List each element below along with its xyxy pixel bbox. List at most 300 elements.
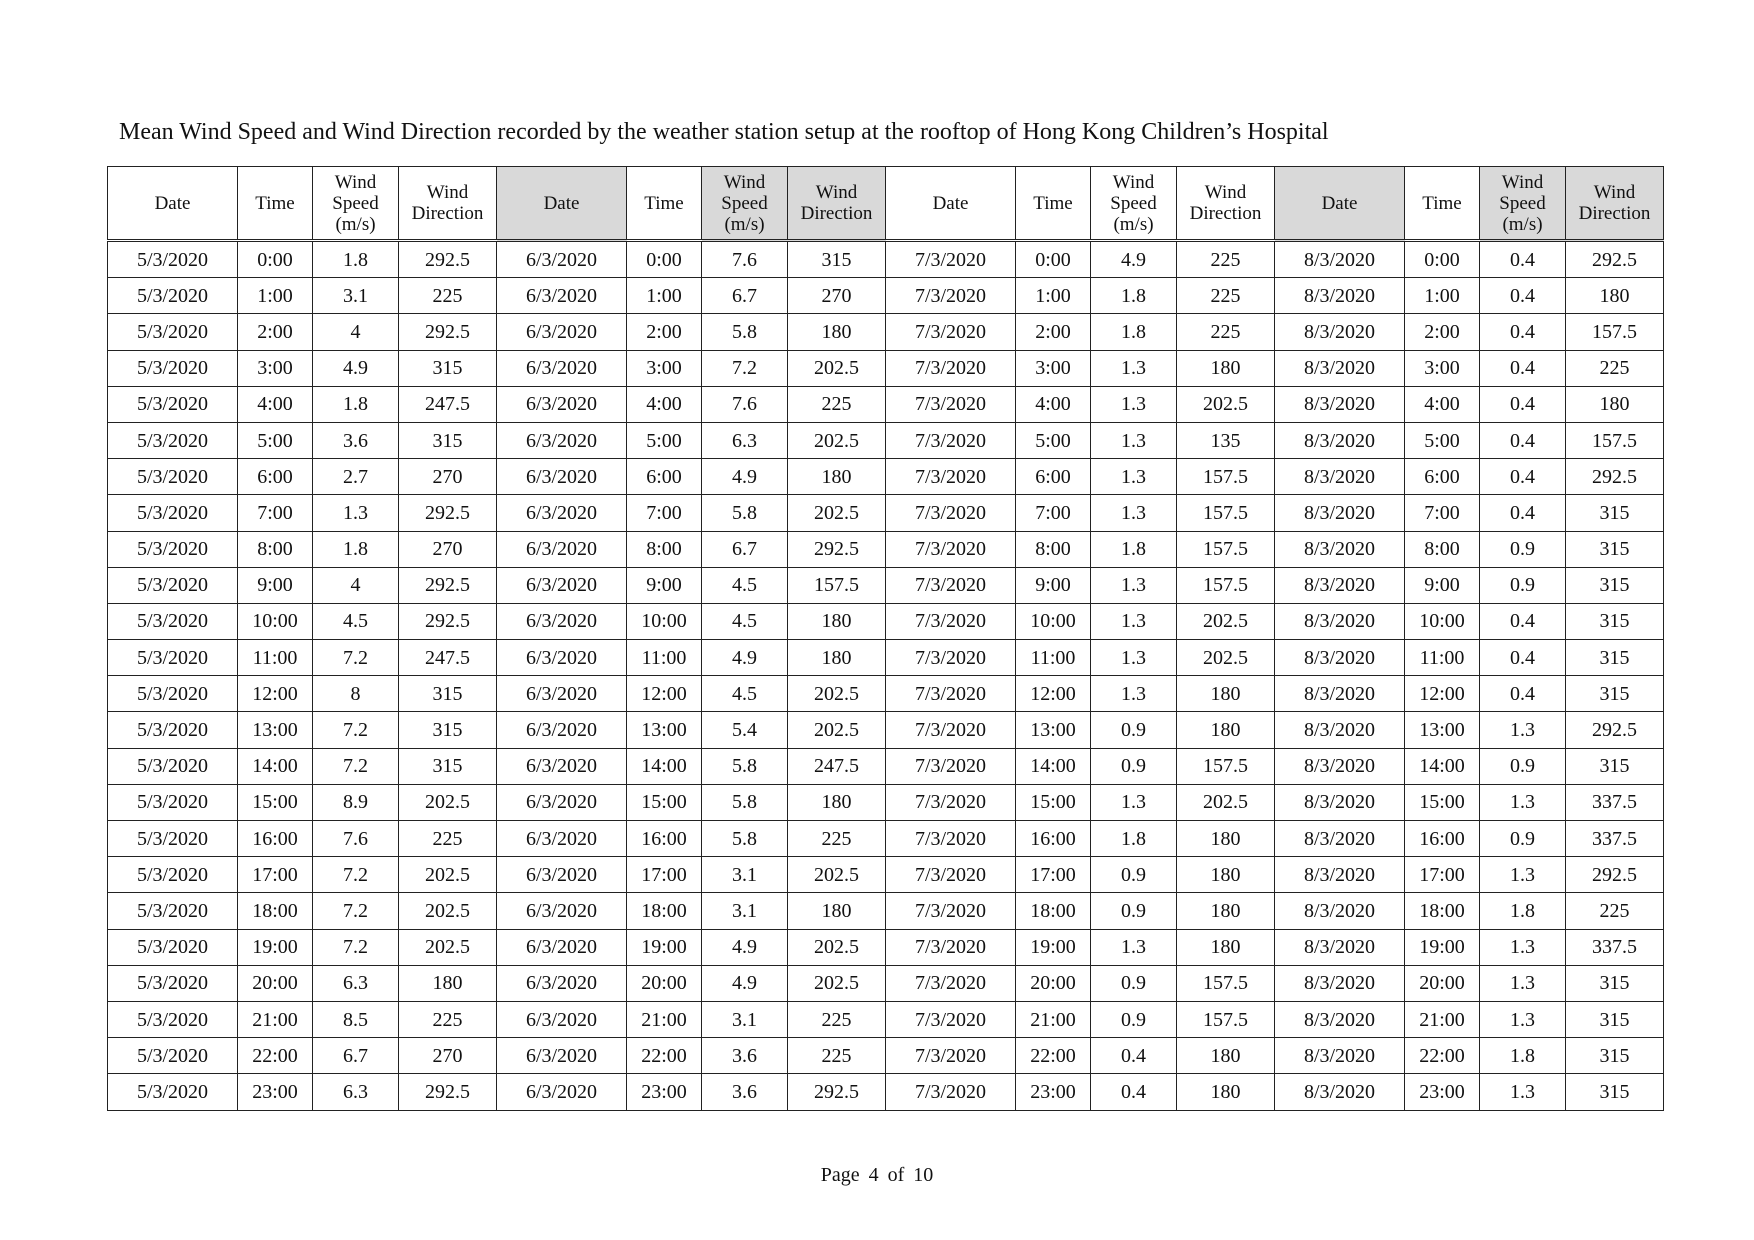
wind-speed-cell: 0.9 [1091,893,1177,929]
table-row [108,640,1664,676]
wind-speed-header-line: Speed [721,192,768,214]
wind-speed-cell: 1.8 [313,386,399,422]
time-cell: 19:00 [1016,929,1091,965]
date-cell: 7/3/2020 [886,350,1016,386]
table-body [108,241,1664,1111]
date-cell: 5/3/2020 [108,241,238,278]
time-cell: 17:00 [238,857,313,893]
table-row [108,893,1664,929]
wind-direction-cell: 180 [399,965,497,1001]
wind-speed-cell: 3.6 [313,422,399,458]
time-cell: 18:00 [1405,893,1480,929]
wind-speed-cell: 0.4 [1480,350,1566,386]
wind-direction-cell: 157.5 [1177,459,1275,495]
wind-speed-unit: (m/s) [724,213,765,235]
date-cell: 7/3/2020 [886,821,1016,857]
wind-speed-cell: 4.5 [702,676,788,712]
wind-speed-cell: 7.6 [702,241,788,278]
wind-speed-cell: 1.3 [1480,857,1566,893]
time-cell: 14:00 [1405,748,1480,784]
wind-direction-header-line: Wind [1204,182,1247,203]
time-cell: 10:00 [1016,603,1091,639]
date-cell: 5/3/2020 [108,386,238,422]
wind-direction-cell: 202.5 [788,350,886,386]
wind-speed-cell: 7.6 [702,386,788,422]
date-cell: 7/3/2020 [886,422,1016,458]
wind-speed-cell: 6.3 [313,1074,399,1110]
time-cell: 10:00 [238,603,313,639]
time-cell: 3:00 [627,350,702,386]
time-cell: 6:00 [238,459,313,495]
time-cell: 8:00 [1016,531,1091,567]
date-cell: 5/3/2020 [108,857,238,893]
wind-direction-cell: 157.5 [1177,1001,1275,1037]
table-row [108,857,1664,893]
date-cell: 6/3/2020 [497,241,627,278]
wind-direction-cell: 315 [399,712,497,748]
date-header: Date [1275,167,1405,241]
wind-speed-cell: 7.2 [313,857,399,893]
table-row [108,676,1664,712]
time-cell: 6:00 [627,459,702,495]
wind-speed-cell: 0.4 [1091,1038,1177,1074]
wind-speed-cell: 7.2 [313,712,399,748]
wind-direction-cell: 157.5 [1177,531,1275,567]
time-cell: 17:00 [1016,857,1091,893]
date-cell: 5/3/2020 [108,1038,238,1074]
wind-direction-cell: 315 [1566,676,1664,712]
date-cell: 7/3/2020 [886,495,1016,531]
wind-speed-unit: (m/s) [335,213,376,235]
time-cell: 13:00 [238,712,313,748]
wind-direction-header [1177,167,1275,241]
wind-speed-cell: 7.2 [313,640,399,676]
wind-speed-cell: 1.8 [1480,1038,1566,1074]
table-row [108,531,1664,567]
wind-speed-cell: 3.6 [702,1038,788,1074]
wind-direction-cell: 202.5 [788,857,886,893]
wind-direction-cell: 225 [788,821,886,857]
wind-direction-cell: 202.5 [788,929,886,965]
time-cell: 16:00 [238,821,313,857]
wind-direction-cell: 202.5 [399,929,497,965]
date-cell: 5/3/2020 [108,965,238,1001]
wind-speed-cell: 1.3 [1091,422,1177,458]
wind-speed-cell: 1.3 [1091,603,1177,639]
wind-speed-cell: 4.9 [702,929,788,965]
time-cell: 3:00 [1016,350,1091,386]
time-cell: 19:00 [1405,929,1480,965]
date-cell: 7/3/2020 [886,712,1016,748]
wind-direction-cell: 180 [788,784,886,820]
wind-speed-cell: 1.3 [1480,784,1566,820]
time-cell: 20:00 [238,965,313,1001]
wind-direction-cell: 135 [1177,422,1275,458]
date-cell: 5/3/2020 [108,1074,238,1110]
wind-direction-cell: 225 [399,278,497,314]
wind-speed-cell: 6.3 [313,965,399,1001]
wind-speed-unit: (m/s) [1113,213,1154,235]
time-cell: 15:00 [238,784,313,820]
date-cell: 7/3/2020 [886,1038,1016,1074]
wind-direction-cell: 315 [399,422,497,458]
table-row [108,278,1664,314]
date-cell: 8/3/2020 [1275,567,1405,603]
wind-speed-cell: 5.8 [702,314,788,350]
page-of-label: of [887,1164,905,1186]
wind-direction-cell: 247.5 [788,748,886,784]
time-cell: 1:00 [1405,278,1480,314]
time-cell: 5:00 [627,422,702,458]
date-cell: 7/3/2020 [886,386,1016,422]
wind-speed-cell: 6.3 [702,422,788,458]
wind-speed-cell: 0.9 [1091,965,1177,1001]
wind-direction-cell: 315 [399,350,497,386]
date-cell: 6/3/2020 [497,278,627,314]
date-cell: 6/3/2020 [497,1074,627,1110]
table-row [108,784,1664,820]
time-cell: 2:00 [1405,314,1480,350]
wind-direction-cell: 202.5 [399,784,497,820]
wind-speed-cell: 0.4 [1480,278,1566,314]
page-current: 4 [868,1164,879,1186]
table-row [108,1038,1664,1074]
table-row [108,459,1664,495]
wind-direction-header [399,167,497,241]
wind-direction-header [788,167,886,241]
date-cell: 8/3/2020 [1275,314,1405,350]
wind-speed-cell: 3.1 [702,893,788,929]
time-cell: 5:00 [1016,422,1091,458]
date-cell: 6/3/2020 [497,386,627,422]
wind-direction-cell: 292.5 [1566,857,1664,893]
wind-direction-cell: 315 [1566,495,1664,531]
date-cell: 8/3/2020 [1275,1038,1405,1074]
wind-direction-cell: 225 [1177,278,1275,314]
wind-direction-header [1566,167,1664,241]
wind-direction-cell: 180 [1177,821,1275,857]
table-row [108,712,1664,748]
wind-direction-header-line: Direction [411,203,484,224]
wind-speed-cell: 1.3 [1480,1001,1566,1037]
wind-direction-cell: 315 [1566,531,1664,567]
time-cell: 2:00 [1016,314,1091,350]
wind-speed-cell: 4.9 [702,640,788,676]
date-cell: 8/3/2020 [1275,676,1405,712]
date-cell: 6/3/2020 [497,857,627,893]
wind-speed-cell: 1.8 [313,241,399,278]
time-cell: 22:00 [1405,1038,1480,1074]
time-header: Time [238,167,313,241]
wind-direction-cell: 315 [1566,567,1664,603]
wind-direction-cell: 315 [399,748,497,784]
date-cell: 8/3/2020 [1275,350,1405,386]
table-row [108,965,1664,1001]
wind-speed-cell: 1.3 [1091,386,1177,422]
time-cell: 21:00 [238,1001,313,1037]
wind-speed-header-line: Wind [334,171,377,193]
wind-speed-cell: 4.5 [702,603,788,639]
date-cell: 7/3/2020 [886,784,1016,820]
wind-direction-cell: 202.5 [788,422,886,458]
wind-direction-cell: 315 [1566,748,1664,784]
wind-speed-cell: 7.6 [313,821,399,857]
time-cell: 20:00 [627,965,702,1001]
wind-direction-cell: 292.5 [399,241,497,278]
wind-speed-cell: 1.3 [1091,350,1177,386]
wind-direction-header-line: Direction [1578,203,1651,224]
date-header: Date [497,167,627,241]
wind-speed-header [1480,167,1566,241]
date-cell: 7/3/2020 [886,603,1016,639]
time-cell: 19:00 [238,929,313,965]
date-cell: 5/3/2020 [108,676,238,712]
wind-speed-cell: 1.3 [1091,459,1177,495]
date-cell: 6/3/2020 [497,459,627,495]
wind-speed-cell: 1.8 [1091,314,1177,350]
wind-speed-cell: 0.9 [1091,1001,1177,1037]
date-cell: 6/3/2020 [497,603,627,639]
wind-speed-cell: 0.9 [1480,748,1566,784]
time-cell: 3:00 [1405,350,1480,386]
wind-speed-cell: 3.6 [702,1074,788,1110]
date-cell: 6/3/2020 [497,929,627,965]
wind-speed-cell: 1.3 [1091,929,1177,965]
wind-direction-cell: 315 [1566,603,1664,639]
time-cell: 6:00 [1016,459,1091,495]
wind-direction-cell: 337.5 [1566,784,1664,820]
date-cell: 6/3/2020 [497,350,627,386]
wind-speed-cell: 6.7 [313,1038,399,1074]
wind-direction-cell: 180 [1177,1074,1275,1110]
date-cell: 5/3/2020 [108,929,238,965]
date-cell: 8/3/2020 [1275,495,1405,531]
wind-speed-cell: 8.9 [313,784,399,820]
wind-speed-cell: 1.3 [1091,640,1177,676]
wind-speed-header [702,167,788,241]
date-cell: 8/3/2020 [1275,241,1405,278]
wind-speed-cell: 5.8 [702,821,788,857]
date-cell: 5/3/2020 [108,495,238,531]
wind-direction-cell: 157.5 [788,567,886,603]
date-cell: 7/3/2020 [886,241,1016,278]
wind-speed-cell: 2.7 [313,459,399,495]
date-cell: 5/3/2020 [108,314,238,350]
date-cell: 6/3/2020 [497,784,627,820]
wind-direction-cell: 225 [1566,893,1664,929]
date-cell: 6/3/2020 [497,531,627,567]
table-row [108,821,1664,857]
wind-direction-cell: 247.5 [399,386,497,422]
time-cell: 13:00 [1016,712,1091,748]
time-cell: 22:00 [1016,1038,1091,1074]
date-cell: 8/3/2020 [1275,640,1405,676]
time-cell: 0:00 [627,241,702,278]
wind-direction-cell: 225 [1566,350,1664,386]
time-cell: 16:00 [1016,821,1091,857]
time-cell: 11:00 [1016,640,1091,676]
time-cell: 4:00 [1016,386,1091,422]
wind-speed-cell: 0.4 [1480,603,1566,639]
wind-speed-cell: 7.2 [313,748,399,784]
time-cell: 6:00 [1405,459,1480,495]
wind-direction-cell: 202.5 [788,965,886,1001]
wind-speed-header [1091,167,1177,241]
time-cell: 18:00 [238,893,313,929]
date-cell: 7/3/2020 [886,893,1016,929]
wind-speed-cell: 1.3 [1091,676,1177,712]
wind-speed-cell: 4 [313,567,399,603]
table-row [108,1074,1664,1110]
wind-direction-cell: 180 [1177,893,1275,929]
wind-direction-cell: 202.5 [788,495,886,531]
wind-speed-cell: 1.8 [1091,821,1177,857]
time-cell: 8:00 [1405,531,1480,567]
time-header: Time [627,167,702,241]
date-cell: 6/3/2020 [497,567,627,603]
time-cell: 21:00 [627,1001,702,1037]
wind-direction-cell: 202.5 [1177,784,1275,820]
date-cell: 6/3/2020 [497,495,627,531]
date-cell: 7/3/2020 [886,459,1016,495]
date-cell: 8/3/2020 [1275,531,1405,567]
date-cell: 5/3/2020 [108,603,238,639]
wind-direction-cell: 292.5 [399,567,497,603]
wind-speed-cell: 1.3 [1480,1074,1566,1110]
time-cell: 10:00 [627,603,702,639]
time-cell: 7:00 [1405,495,1480,531]
date-cell: 8/3/2020 [1275,748,1405,784]
wind-speed-cell: 0.4 [1480,386,1566,422]
page-label: Page [820,1164,860,1186]
time-cell: 20:00 [1016,965,1091,1001]
wind-direction-cell: 157.5 [1566,314,1664,350]
time-cell: 8:00 [238,531,313,567]
time-cell: 2:00 [627,314,702,350]
wind-direction-cell: 157.5 [1177,965,1275,1001]
wind-direction-cell: 292.5 [1566,241,1664,278]
time-cell: 22:00 [627,1038,702,1074]
date-cell: 7/3/2020 [886,567,1016,603]
date-cell: 5/3/2020 [108,278,238,314]
time-cell: 12:00 [1405,676,1480,712]
wind-direction-cell: 225 [1177,314,1275,350]
wind-direction-cell: 315 [788,241,886,278]
date-cell: 6/3/2020 [497,1001,627,1037]
wind-speed-cell: 6.7 [702,531,788,567]
date-header: Date [108,167,238,241]
time-cell: 9:00 [1016,567,1091,603]
wind-direction-cell: 225 [788,1038,886,1074]
time-cell: 16:00 [1405,821,1480,857]
wind-speed-cell: 5.4 [702,712,788,748]
wind-speed-cell: 0.4 [1480,640,1566,676]
date-cell: 5/3/2020 [108,422,238,458]
date-cell: 5/3/2020 [108,1001,238,1037]
time-cell: 1:00 [1016,278,1091,314]
wind-speed-cell: 0.4 [1480,495,1566,531]
wind-speed-header [313,167,399,241]
time-cell: 23:00 [238,1074,313,1110]
time-cell: 17:00 [627,857,702,893]
page-total: 10 [913,1164,934,1186]
wind-direction-cell: 202.5 [1177,386,1275,422]
wind-direction-cell: 270 [399,531,497,567]
date-cell: 7/3/2020 [886,857,1016,893]
wind-speed-cell: 7.2 [702,350,788,386]
wind-speed-cell: 1.3 [1091,784,1177,820]
table-row [108,350,1664,386]
wind-direction-cell: 202.5 [788,712,886,748]
date-cell: 6/3/2020 [497,893,627,929]
date-cell: 7/3/2020 [886,965,1016,1001]
wind-speed-header-line: Wind [1501,171,1544,193]
wind-direction-cell: 270 [399,1038,497,1074]
wind-data-table [107,166,1664,1111]
wind-speed-cell: 4.9 [702,459,788,495]
wind-direction-cell: 315 [1566,965,1664,1001]
wind-speed-cell: 5.8 [702,748,788,784]
wind-speed-cell: 1.8 [1091,531,1177,567]
date-cell: 8/3/2020 [1275,965,1405,1001]
wind-direction-cell: 337.5 [1566,929,1664,965]
table-row [108,386,1664,422]
wind-direction-cell: 180 [1177,857,1275,893]
wind-speed-header-line: Speed [1499,192,1546,214]
date-cell: 7/3/2020 [886,531,1016,567]
wind-direction-cell: 225 [399,1001,497,1037]
time-cell: 3:00 [238,350,313,386]
wind-speed-unit: (m/s) [1502,213,1543,235]
wind-direction-cell: 270 [788,278,886,314]
wind-direction-cell: 315 [399,676,497,712]
wind-speed-cell: 1.3 [1480,965,1566,1001]
table-row [108,603,1664,639]
time-cell: 12:00 [238,676,313,712]
time-cell: 13:00 [627,712,702,748]
time-cell: 14:00 [238,748,313,784]
date-cell: 7/3/2020 [886,1074,1016,1110]
date-cell: 5/3/2020 [108,350,238,386]
wind-direction-cell: 315 [1566,1001,1664,1037]
wind-direction-cell: 180 [1177,1038,1275,1074]
date-cell: 5/3/2020 [108,893,238,929]
wind-speed-cell: 0.4 [1480,459,1566,495]
wind-direction-cell: 180 [1566,386,1664,422]
date-cell: 7/3/2020 [886,676,1016,712]
date-header: Date [886,167,1016,241]
time-cell: 7:00 [1016,495,1091,531]
wind-direction-cell: 292.5 [399,495,497,531]
date-cell: 7/3/2020 [886,748,1016,784]
date-cell: 5/3/2020 [108,784,238,820]
time-cell: 22:00 [238,1038,313,1074]
date-cell: 7/3/2020 [886,314,1016,350]
date-cell: 7/3/2020 [886,929,1016,965]
wind-direction-header-line: Wind [1593,182,1636,203]
header-row [108,167,1664,241]
time-cell: 5:00 [1405,422,1480,458]
time-cell: 20:00 [1405,965,1480,1001]
wind-direction-cell: 180 [788,459,886,495]
wind-direction-cell: 247.5 [399,640,497,676]
date-cell: 8/3/2020 [1275,821,1405,857]
wind-speed-cell: 1.3 [1091,495,1177,531]
time-cell: 5:00 [238,422,313,458]
date-cell: 5/3/2020 [108,567,238,603]
wind-speed-header-line: Wind [1112,171,1155,193]
table-row [108,1001,1664,1037]
